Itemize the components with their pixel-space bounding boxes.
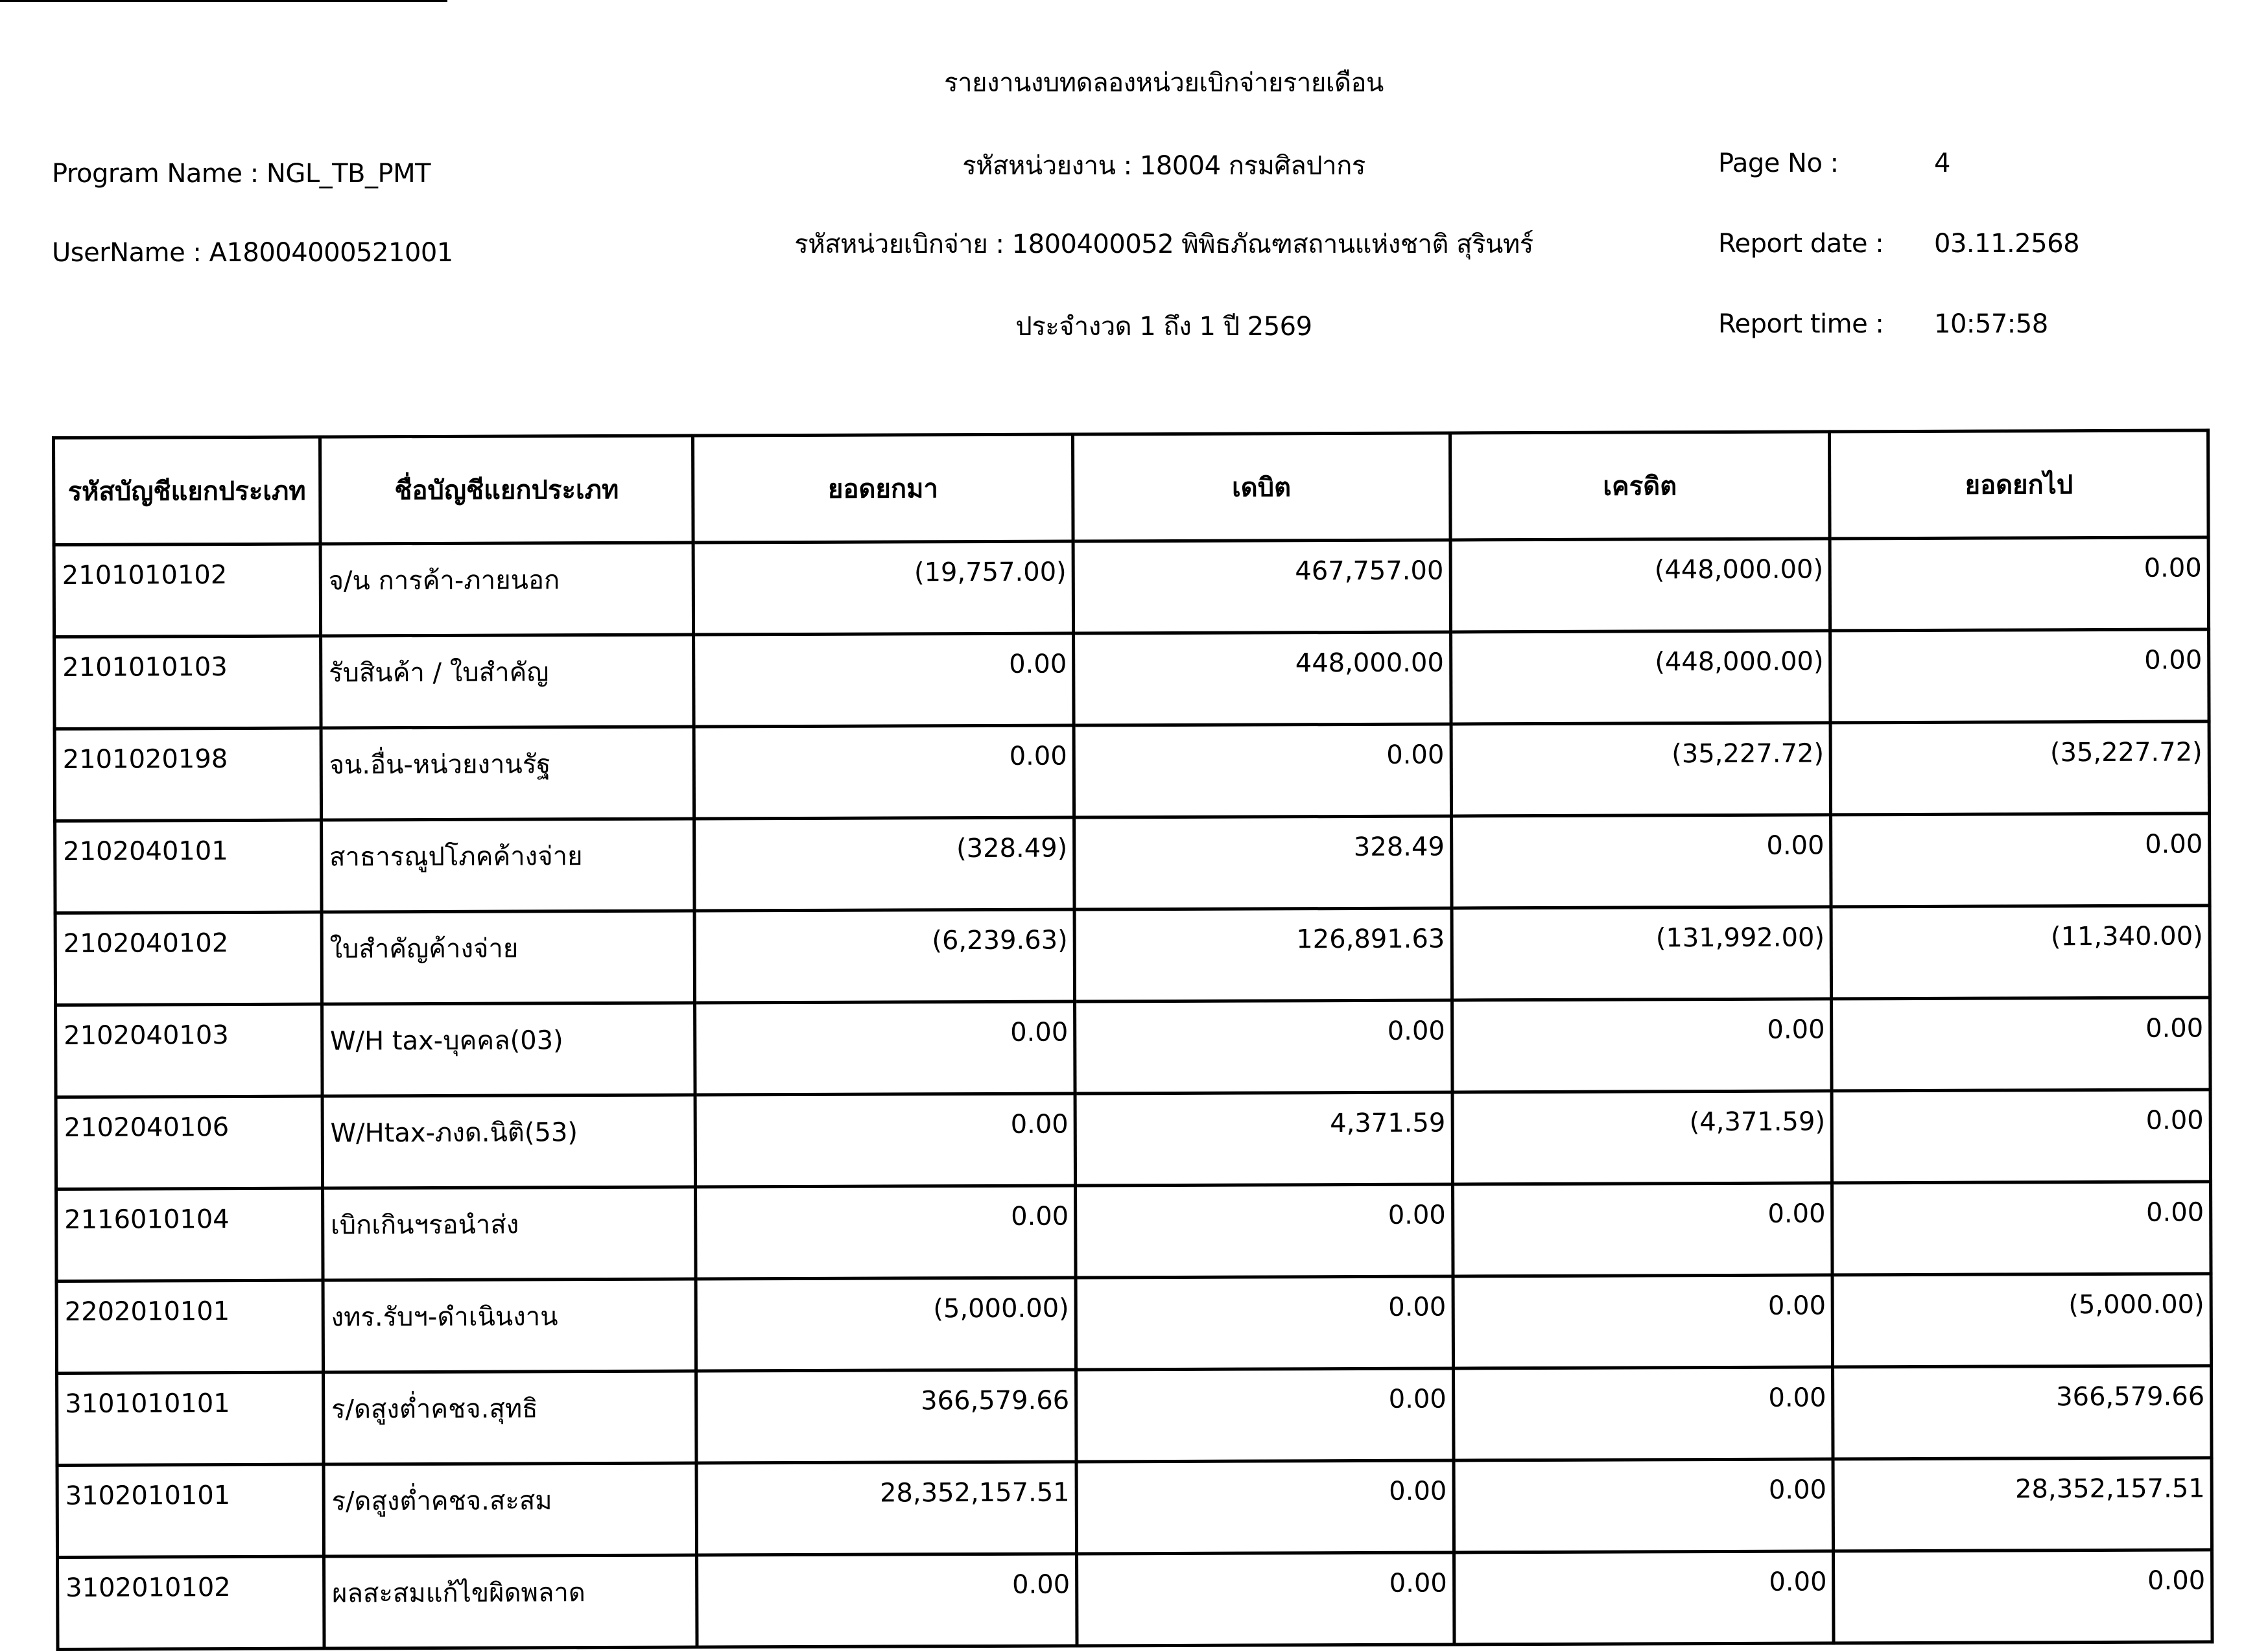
header-credit: เครดิต: [1450, 432, 1830, 540]
cell-account-code: 3102010101: [57, 1464, 324, 1557]
cell-account-name: จ/น การค้า-ภายนอก: [320, 543, 694, 636]
cell-credit: (35,227.72): [1451, 723, 1831, 816]
page-no-label: Page No :: [1718, 148, 1839, 178]
cell-account-code: 3101010101: [57, 1372, 324, 1465]
cell-account-name: งทร.รับฯ-ดำเนินงาน: [323, 1279, 696, 1372]
report-date-value: 03.11.2568: [1934, 229, 2080, 259]
cell-closing-balance: 0.00: [1830, 629, 2209, 723]
cell-account-name: ร/ดสูงต่ำคชจ.สะสม: [324, 1463, 697, 1556]
cell-closing-balance: 0.00: [1832, 1182, 2211, 1275]
table-row: [56, 1274, 2211, 1374]
cell-account-name: รับสินค้า / ใบสำคัญ: [320, 635, 694, 728]
header-account-name: ชื่อบัญชีแยกประเภท: [320, 436, 693, 544]
cell-credit: (4,371.59): [1452, 1091, 1832, 1184]
scan-artifact-line: [0, 0, 447, 2]
cell-debit: 0.00: [1074, 724, 1451, 817]
cell-debit: 126,891.63: [1074, 908, 1452, 1001]
cell-debit: 448,000.00: [1074, 632, 1451, 725]
cell-credit: 0.00: [1453, 1367, 1833, 1460]
table-row: [56, 998, 2210, 1097]
cell-account-code: 2102040106: [56, 1096, 322, 1189]
period-line: ประจำงวด 1 ถึง 1 ปี 2569: [1015, 312, 1312, 342]
cell-credit: 0.00: [1452, 1183, 1832, 1276]
header-debit: เดบิต: [1072, 433, 1450, 541]
cell-closing-balance: 0.00: [1834, 1550, 2212, 1643]
cell-debit: 0.00: [1077, 1552, 1454, 1646]
agency-line: รหัสหน่วยงาน : 18004 กรมศิลปากร: [962, 151, 1365, 181]
cell-account-code: 2101010102: [54, 544, 320, 637]
cell-opening-balance: 0.00: [696, 1186, 1076, 1279]
cell-closing-balance: 0.00: [1832, 1090, 2210, 1183]
cell-opening-balance: (5,000.00): [696, 1278, 1076, 1371]
trial-balance-table: [52, 428, 2214, 1651]
cell-debit: 0.00: [1075, 1000, 1452, 1094]
cell-debit: 4,371.59: [1075, 1092, 1452, 1186]
cell-opening-balance: 0.00: [694, 633, 1074, 727]
table-row: [56, 1090, 2210, 1189]
report-time-value: 10:57:58: [1934, 309, 2048, 339]
cell-account-name: W/H tax-บุคคล(03): [322, 1003, 695, 1096]
cell-closing-balance: 0.00: [1831, 814, 2210, 907]
cell-opening-balance: (6,239.63): [694, 909, 1074, 1003]
cell-account-code: 2102040101: [55, 820, 322, 913]
cell-opening-balance: 0.00: [694, 725, 1074, 819]
cell-account-code: 3102010102: [58, 1556, 324, 1649]
cell-debit: 0.00: [1076, 1460, 1454, 1554]
cell-account-code: 2101020198: [54, 728, 321, 821]
table-row: [57, 1366, 2212, 1466]
cell-opening-balance: 28,352,157.51: [696, 1462, 1076, 1555]
table-row: [55, 814, 2210, 913]
cell-closing-balance: 0.00: [1830, 537, 2208, 631]
cell-opening-balance: 0.00: [697, 1554, 1077, 1647]
cell-account-code: 2102040103: [56, 1004, 322, 1097]
cell-opening-balance: 366,579.66: [696, 1370, 1076, 1463]
cell-credit: 0.00: [1454, 1459, 1834, 1552]
cell-account-code: 2116010104: [56, 1188, 323, 1281]
cell-account-name: W/Htax-ภงด.นิติ(53): [322, 1095, 696, 1188]
cell-closing-balance: (11,340.00): [1831, 906, 2210, 999]
cell-credit: 0.00: [1453, 1275, 1833, 1368]
header-closing-balance: ยอดยกไป: [1830, 430, 2208, 539]
cell-credit: (131,992.00): [1452, 907, 1832, 1000]
cell-credit: 0.00: [1454, 1551, 1834, 1645]
cell-account-name: สาธารณูปโภคค้างจ่าย: [321, 819, 694, 912]
header-account-code: รหัสบัญชีแยกประเภท: [54, 437, 320, 544]
cell-closing-balance: (5,000.00): [1832, 1274, 2211, 1367]
table-header-row: [54, 430, 2209, 545]
cell-account-code: 2101010103: [54, 636, 321, 729]
cell-debit: 0.00: [1076, 1368, 1454, 1462]
header-opening-balance: ยอดยกมา: [693, 434, 1073, 543]
cell-opening-balance: (19,757.00): [693, 541, 1073, 635]
cell-account-name: ร/ดสูงต่ำคชจ.สุทธิ: [323, 1371, 696, 1464]
report-title: รายงานงบทดลองหน่วยเบิกจ่ายรายเดือน: [944, 68, 1384, 98]
cell-account-name: เบิกเกินฯรอนำส่ง: [322, 1187, 696, 1280]
cell-credit: 0.00: [1452, 999, 1832, 1092]
table-row: [54, 537, 2208, 637]
table-row: [56, 1182, 2211, 1282]
table-row: [57, 1458, 2212, 1558]
cell-closing-balance: (35,227.72): [1830, 721, 2209, 815]
user-name: UserName : A18004000521001: [52, 238, 453, 268]
page-no-value: 4: [1934, 148, 1950, 178]
cell-debit: 0.00: [1076, 1276, 1453, 1370]
cell-debit: 0.00: [1076, 1184, 1453, 1278]
cell-opening-balance: 0.00: [695, 1001, 1075, 1095]
cell-account-name: ผลสะสมแก้ไขผิดพลาด: [324, 1555, 697, 1648]
program-name: Program Name : NGL_TB_PMT: [52, 159, 431, 189]
cell-account-code: 2102040102: [55, 912, 322, 1005]
cell-closing-balance: 0.00: [1832, 998, 2210, 1091]
cell-opening-balance: 0.00: [695, 1094, 1075, 1187]
cell-closing-balance: 366,579.66: [1833, 1366, 2212, 1459]
cell-opening-balance: (328.49): [694, 817, 1074, 911]
cell-account-code: 2202010101: [56, 1280, 323, 1373]
cell-credit: 0.00: [1451, 815, 1831, 908]
report-time-label: Report time :: [1718, 309, 1884, 339]
cell-closing-balance: 28,352,157.51: [1833, 1458, 2212, 1551]
cell-account-name: จน.อื่น-หน่วยงานรัฐ: [321, 727, 694, 820]
cell-account-name: ใบสำคัญค้างจ่าย: [322, 911, 695, 1004]
table-row: [55, 906, 2210, 1005]
cell-credit: (448,000.00): [1450, 539, 1830, 632]
table-row: [54, 721, 2209, 821]
disbursement-unit-line: รหัสหน่วยเบิกจ่าย : 1800400052 พิพิธภัณฑสถานแห่งชาติ สุรินทร์: [794, 229, 1533, 259]
report-date-label: Report date :: [1718, 229, 1884, 259]
cell-debit: 467,757.00: [1073, 540, 1450, 633]
cell-debit: 328.49: [1074, 816, 1452, 909]
table-row: [54, 629, 2209, 729]
cell-credit: (448,000.00): [1450, 631, 1830, 724]
